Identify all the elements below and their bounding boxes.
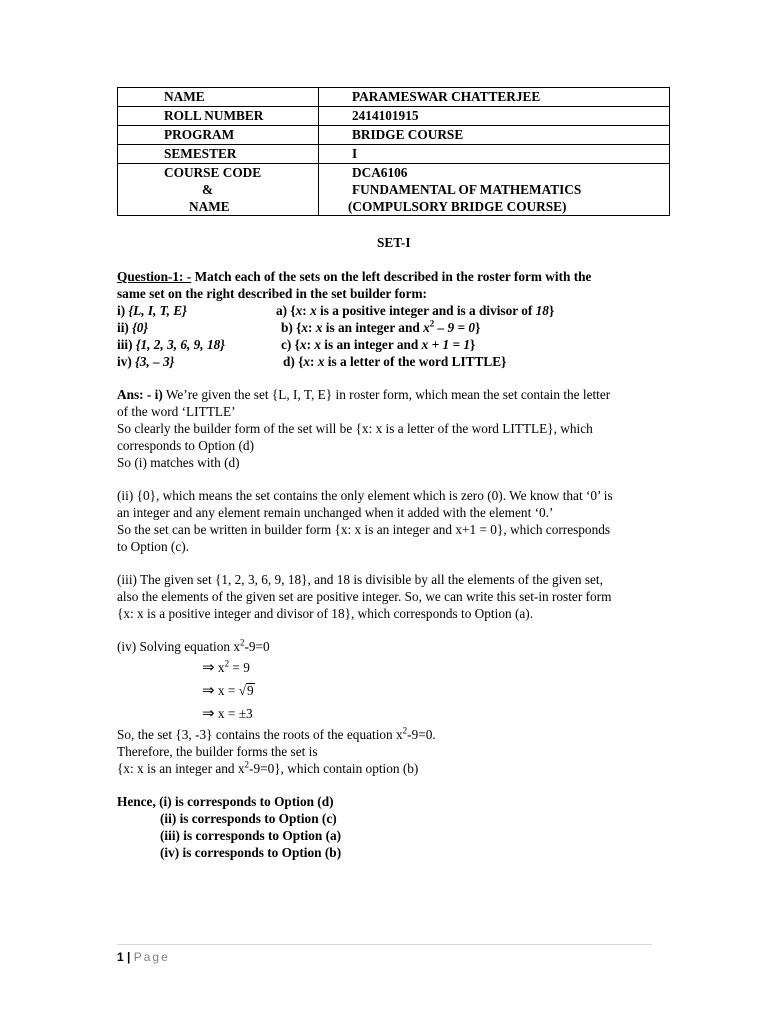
implies-icon: ⇒ <box>202 681 215 699</box>
program-label: PROGRAM <box>164 127 235 142</box>
left-set-i: i) {L, I, T, E} <box>117 303 187 318</box>
page-footer: 1 | Page <box>117 950 170 964</box>
course-ampersand: & <box>202 182 214 197</box>
right-set-b: b) {x: x is an integer and $x^2 - 9 = 0$} <box>281 318 481 335</box>
solution-step-1: ⇒ $x^2 = 9$ <box>202 658 250 676</box>
solution-step-3: ⇒ x = ±3 <box>202 704 253 722</box>
sqrt-icon: √ <box>238 683 247 698</box>
answer-line: (iii) The given set {1, 2, 3, 6, 9, 18}, and 18 is divisible by all the elements of the given set, <box>117 572 603 587</box>
conclusion-line: (ii) is corresponds to Option (c) <box>160 811 337 826</box>
roll-number-label: ROLL NUMBER <box>164 108 264 123</box>
answer-line: Therefore, the builder forms the set is <box>117 744 318 759</box>
left-set-iv: iv) {3, – 3} <box>117 354 175 369</box>
program-value: BRIDGE COURSE <box>352 127 464 142</box>
answer-line: So, the set {3, -3} contains the roots of the equation $x^2-9=0$. <box>117 725 436 742</box>
answer-line: of the word ‘LITTLE’ <box>117 404 236 419</box>
answer-line: (ii) {0}, which means the set contains the only element which is zero (0). We know that ‘0’ is <box>117 488 613 503</box>
answer-line: an integer and any element remain unchanged when it added with the element ‘0.’ <box>117 505 554 520</box>
conclusion-line: Hence, (i) is corresponds to Option (d) <box>117 794 334 809</box>
footer-divider <box>117 944 652 945</box>
question-line-1: Question-1: - Match each of the sets on the left described in the roster form with the <box>117 269 592 284</box>
student-info-table <box>117 87 670 216</box>
question-label: Question-1: - <box>117 269 192 284</box>
name-value: PARAMESWAR CHATTERJEE <box>352 89 541 104</box>
left-set-ii: ii) {0} <box>117 320 149 335</box>
answer-line: So the set can be written in builder form {x: x is an integer and x+1 = 0}, which corresponds <box>117 522 611 537</box>
question-line-2: same set on the right described in the set builder form: <box>117 286 427 301</box>
table-row <box>118 107 670 126</box>
answer-line: So (i) matches with (d) <box>117 455 240 470</box>
answer-line: to Option (c). <box>117 539 190 554</box>
semester-value: I <box>352 146 358 161</box>
course-code-value: DCA6106 <box>352 165 408 180</box>
table-row <box>118 88 670 107</box>
right-set-d: d) {x: x is a letter of the word LITTLE} <box>283 354 507 369</box>
solution-step-2: ⇒ x = √9 <box>202 681 254 699</box>
table-row <box>118 145 670 164</box>
right-set-c: c) {x: x is an integer and x + 1 = 1} <box>281 337 476 352</box>
conclusion-line: (iv) is corresponds to Option (b) <box>160 845 342 860</box>
answer-line: (iv) Solving equation $x^2-9=0$ <box>117 637 270 654</box>
roll-number-value: 2414101915 <box>352 108 419 123</box>
course-name-label: NAME <box>189 199 230 214</box>
answer-line: corresponds to Option (d) <box>117 438 255 453</box>
right-set-a: a) {x: x is a positive integer and is a divisor of 18} <box>276 303 555 318</box>
answer-line: {x: x is an integer and $x^2-9=0$}, which contain option (b) <box>117 759 419 776</box>
conclusion-line: (iii) is corresponds to Option (a) <box>160 828 342 843</box>
left-set-iii: iii) {1, 2, 3, 6, 9, 18} <box>117 337 225 352</box>
table-row <box>118 126 670 145</box>
answer-line-1: Ans: - i) We’re given the set {L, I, T, E} in roster form, which mean the set contain the letter <box>117 387 611 402</box>
page-word: Page <box>133 950 170 964</box>
name-label: NAME <box>164 89 205 104</box>
course-code-label: COURSE CODE <box>164 165 262 180</box>
implies-icon: ⇒ <box>202 704 215 722</box>
implies-icon: ⇒ <box>202 658 215 676</box>
answer-label: Ans: - i) <box>117 387 163 402</box>
answer-line: {x: x is a positive integer and divisor of 18}, which corresponds to Option (a). <box>117 606 534 621</box>
answer-line: So clearly the builder form of the set will be {x: x is a letter of the word LITTLE}, which <box>117 421 593 436</box>
course-name-value: FUNDAMENTAL OF MATHEMATICS <box>352 182 582 197</box>
answer-line: also the elements of the given set are positive integer. So, we can write this set-in roster form <box>117 589 612 604</box>
set-title: SET-I <box>377 235 411 250</box>
page-number: 1 <box>117 950 124 964</box>
course-name-subtitle: (COMPULSORY BRIDGE COURSE) <box>348 199 567 214</box>
semester-label: SEMESTER <box>164 146 237 161</box>
table-row <box>118 164 670 216</box>
